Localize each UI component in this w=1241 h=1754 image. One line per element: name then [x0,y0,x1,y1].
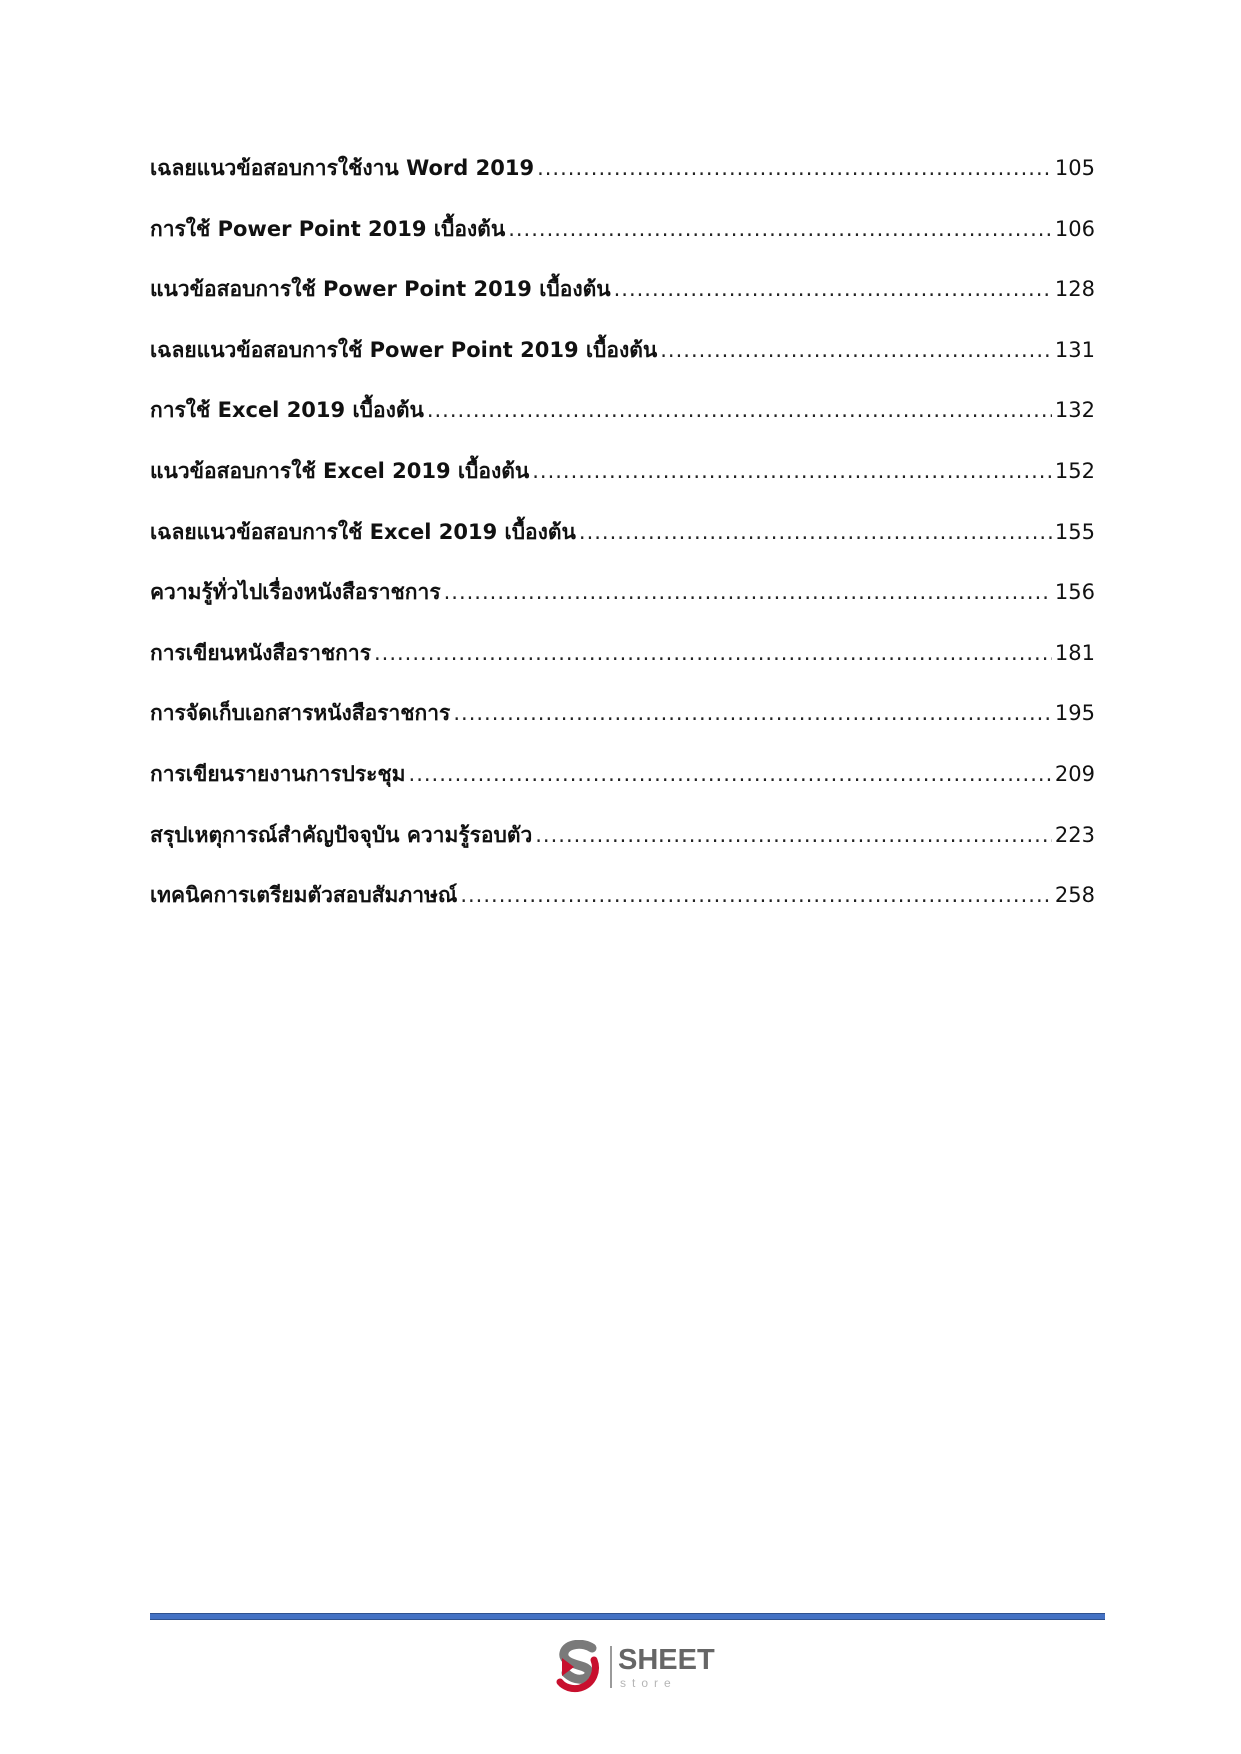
toc-dot-leader [409,762,1052,786]
toc-entry-title: เฉลยแนวข้อสอบการใช้ Excel 2019 เบื้องต้น [150,519,576,544]
toc-entry-title: เทคนิคการเตรียมตัวสอบสัมภาษณ์ [150,883,458,908]
toc-entry-title: การใช้ Excel 2019 เบื้องต้น [150,398,424,423]
toc-dot-leader [532,459,1052,483]
toc-entry[interactable] [150,758,1095,819]
table-of-contents [150,152,1095,940]
toc-entry[interactable] [150,819,1095,880]
toc-dot-leader [453,701,1052,725]
toc-entry[interactable] [150,152,1095,213]
toc-entry-page: 156 [1054,580,1095,605]
toc-entry-title: เฉลยแนวข้อสอบการใช้งาน Word 2019 [150,156,535,180]
sheet-store-s-logo-icon [554,1640,604,1694]
toc-entry[interactable] [150,637,1095,698]
toc-entry-page: 223 [1054,822,1095,847]
toc-entry-page: 106 [1054,216,1095,241]
toc-dot-leader [660,338,1052,362]
toc-entry-page: 155 [1054,519,1095,544]
logo-divider [610,1646,612,1688]
toc-entry-title: การเขียนรายงานการประชุม [150,761,406,786]
toc-entry-title: การเขียนหนังสือราชการ [150,640,371,665]
toc-dot-leader [579,520,1052,544]
toc-entry-page: 131 [1054,337,1095,362]
toc-dot-leader [614,277,1052,301]
toc-entry-page: 128 [1054,277,1095,302]
toc-dot-leader [508,217,1052,241]
toc-entry-title: สรุปเหตุการณ์สำคัญปัจจุบัน ความรู้รอบตัว [150,822,533,847]
toc-entry-page: 132 [1054,398,1095,423]
toc-entry-title: เฉลยแนวข้อสอบการใช้ Power Point 2019 เบื้องต้น [150,337,658,362]
toc-entry[interactable] [150,516,1095,577]
toc-entry[interactable] [150,213,1095,274]
toc-entry-title: ความรู้ทั่วไปเรื่องหนังสือราชการ [150,580,441,605]
toc-entry-title: แนวข้อสอบการใช้ Excel 2019 เบื้องต้น [150,458,530,483]
toc-entry-page: 195 [1054,701,1095,726]
toc-entry[interactable] [150,576,1095,637]
toc-entry-title: การจัดเก็บเอกสารหนังสือราชการ [150,701,451,726]
toc-entry[interactable] [150,879,1095,940]
toc-entry[interactable] [150,697,1095,758]
toc-dot-leader [427,398,1052,422]
toc-entry-page: 209 [1054,761,1095,786]
toc-dot-leader [374,641,1052,665]
sheet-store-logo [554,1640,724,1694]
toc-entry[interactable] [150,273,1095,334]
toc-dot-leader [460,883,1052,907]
toc-entry-page: 181 [1054,640,1095,665]
toc-dot-leader [535,823,1052,847]
toc-entry[interactable] [150,394,1095,455]
toc-entry[interactable] [150,455,1095,516]
logo-wordmark: SHEET [618,1644,715,1676]
toc-dot-leader [444,580,1052,604]
toc-dot-leader [537,156,1052,180]
toc-entry-page: 105 [1054,156,1095,180]
toc-entry-title: แนวข้อสอบการใช้ Power Point 2019 เบื้องต้น [150,277,611,302]
logo-subtext: store [620,1676,677,1690]
toc-entry-title: การใช้ Power Point 2019 เบื้องต้น [150,216,506,241]
toc-entry[interactable] [150,334,1095,395]
footer-divider [150,1613,1105,1620]
toc-entry-page: 152 [1054,458,1095,483]
toc-entry-page: 258 [1054,883,1095,908]
